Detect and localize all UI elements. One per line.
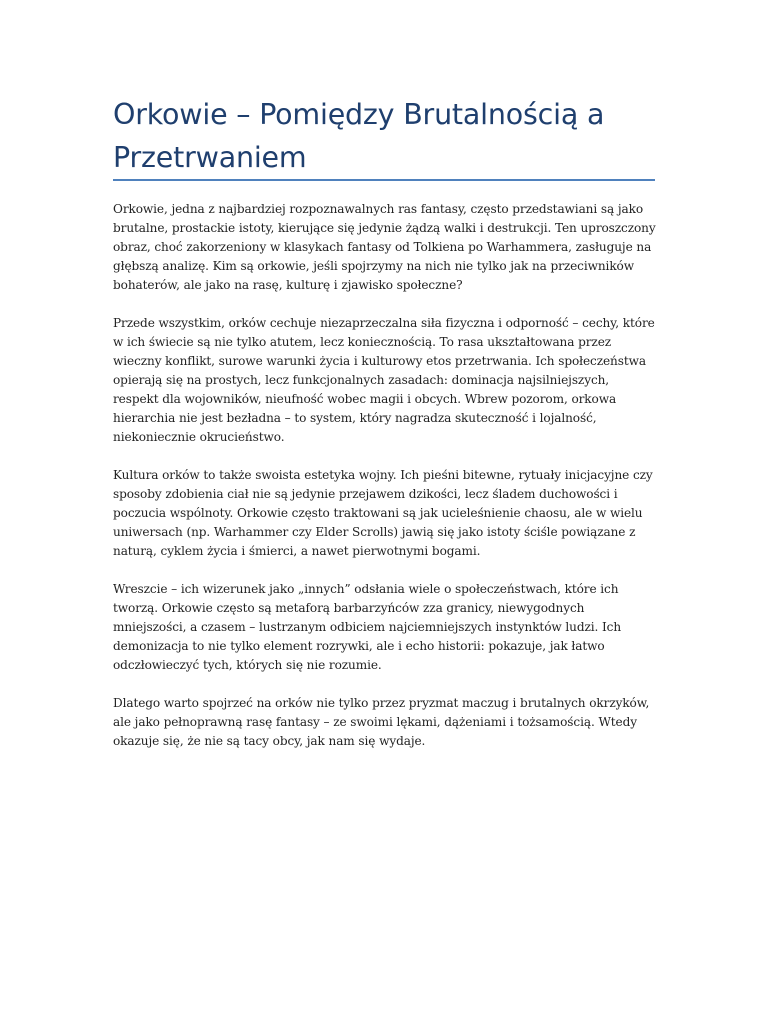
paragraph-3: Kultura orków to także swoista estetyka wojny. Ich pieśni bitewne, rytuały inicjacyjne czy sposoby zdobienia ciał nie są jedynie przejawem dzikości, lecz śladem duchowości i poczucia wspólnoty. Orkowie często traktowani są jak ucieleśnienie chaosu, ale w wielu uniwersach (np. Warhammer czy Elder Scrolls) jawią się jako istoty ściśle powiązane z naturą, cyklem życia i śmierci, a nawet pierwotnymi bogami. (113, 468, 653, 558)
document-title: Orkowie – Pomiędzy Brutalnością a Przetrwaniem (113, 98, 605, 174)
title-underline-divider (113, 179, 655, 181)
paragraph-5: Dlatego warto spojrzeć na orków nie tylko przez pryzmat maczug i brutalnych okrzyków, ale jako pełnoprawną rasę fantasy – ze swoimi lękami, dążeniami i tożsamością. Wtedy okazuje się, że nie są tacy obcy, jak nam się wydaje. (113, 696, 650, 748)
paragraph-1: Orkowie, jedna z najbardziej rozpoznawalnych ras fantasy, często przedstawiani są jako brutalne, prostackie istoty, kierujące się jedynie żądzą walki i destrukcji. Ten uproszczony obraz, choć zakorzeniony w klasykach fantasy od Tolkiena po Warhammera, zasługuje na głębszą analizę. Kim są orkowie, jeśli spojrzymy na nich nie tylko jak na przeciwników bohaterów, ale jako na rasę, kulturę i zjawisko społeczne? (113, 202, 656, 292)
document-body (113, 200, 658, 770)
paragraph-2: Przede wszystkim, orków cechuje niezaprzeczalna siła fizyczna i odporność – cechy, które w ich świecie są nie tylko atutem, lecz koniecznością. To rasa ukształtowana przez wieczny konflikt, surowe warunki życia i kulturowy etos przetrwania. Ich społeczeństwa opierają się na prostych, lecz funkcjonalnych zasadach: dominacja najsilniejszych, respekt dla wojowników, nieufność wobec magii i obcych. Wbrew pozorom, orkowa hierarchia nie jest bezładna – to system, który nagradza skuteczność i lojalność, niekoniecznie okrucieństwo. (113, 316, 655, 444)
paragraph-4: Wreszcie – ich wizerunek jako „innych” odsłania wiele o społeczeństwach, które ich tworzą. Orkowie często są metaforą barbarzyńców zza granicy, niewygodnych mniejszości, a czasem – lustrzanym odbiciem najciemniejszych instynktów ludzi. Ich demonizacja to nie tylko element rozrywki, ale i echo historii: pokazuje, jak łatwo odczłowieczyć tych, których się nie rozumie. (113, 582, 622, 672)
